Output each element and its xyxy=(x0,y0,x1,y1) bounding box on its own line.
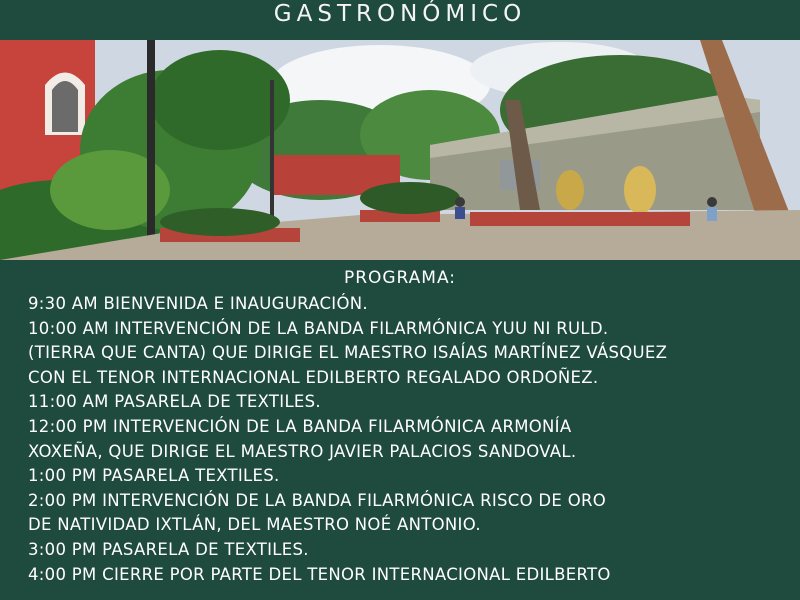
program-line: (TIERRA QUE CANTA) QUE DIRIGE EL MAESTRO ISAÍAS MARTÍNEZ VÁSQUEZ xyxy=(28,343,668,363)
program-line: 1:00 PM PASARELA TEXTILES. xyxy=(28,466,280,486)
program-line: 2:00 PM INTERVENCIÓN DE LA BANDA FILARMÓNICA RISCO DE ORO xyxy=(28,490,607,510)
program-line: 10:00 AM INTERVENCIÓN DE LA BANDA FILARMÓNICA YUU NI RULD. xyxy=(28,318,609,338)
garden-photo xyxy=(0,40,800,260)
program-line: DE NATIVIDAD IXTLÁN, DEL MAESTRO NOÉ ANTONIO. xyxy=(28,515,481,535)
program-title: PROGRAMA: xyxy=(343,268,457,288)
program-line: CON EL TENOR INTERNACIONAL EDILBERTO REGALADO ORDOÑEZ. xyxy=(28,367,599,387)
header-band xyxy=(0,0,800,40)
garden-photo-illustration xyxy=(0,40,800,260)
program-line: 11:00 AM PASARELA DE TEXTILES. xyxy=(28,392,321,412)
program-line: 3:00 PM PASARELA DE TEXTILES. xyxy=(28,539,309,559)
program-list xyxy=(28,292,798,587)
program-line: 4:00 PM CIERRE POR PARTE DEL TENOR INTERNACIONAL EDILBERTO xyxy=(28,564,611,584)
header-title: GASTRONÓMICO xyxy=(273,1,527,27)
program-line: 9:30 AM BIENVENIDA E INAUGURACIÓN. xyxy=(28,294,368,313)
program-line: XOXEÑA, QUE DIRIGE EL MAESTRO JAVIER PALACIOS SANDOVAL. xyxy=(28,441,577,461)
program-section xyxy=(0,260,800,600)
program-line: 12:00 PM INTERVENCIÓN DE LA BANDA FILARMÓNICA ARMONÍA xyxy=(28,416,572,436)
